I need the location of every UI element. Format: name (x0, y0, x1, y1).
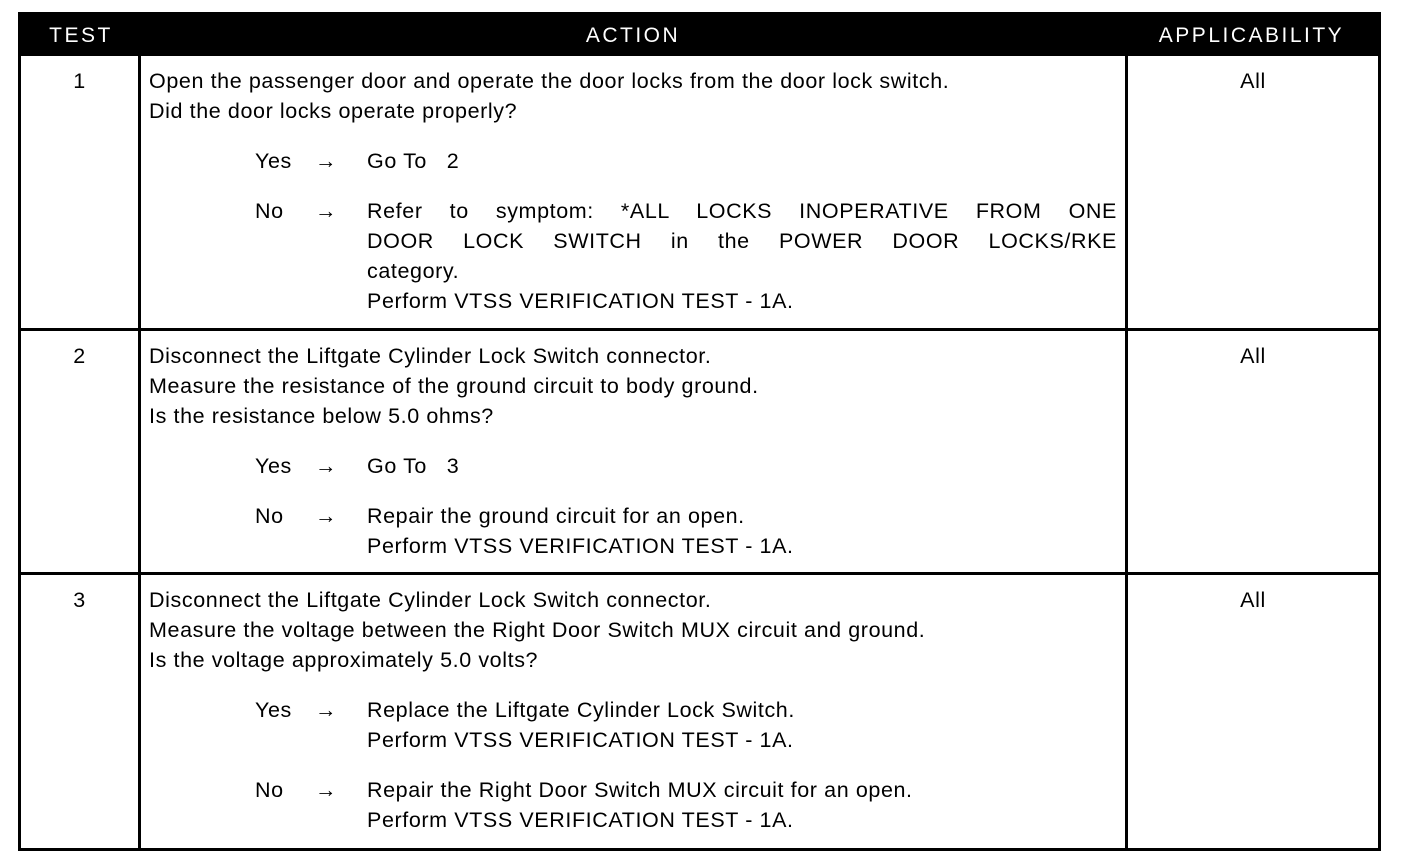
arrow-right-icon: → (315, 698, 338, 722)
result-line: Refer to symptom: *ALL LOCKS INOPERATIVE FROM ONE (367, 199, 1117, 223)
outcome-result (367, 451, 1117, 481)
diagnostic-test-table (18, 12, 1381, 851)
instruction-question: Is the resistance below 5.0 ohms? (149, 404, 494, 428)
outcome-result (367, 775, 1117, 835)
applicability-value: All (1125, 56, 1378, 328)
outcome-no (255, 196, 1117, 316)
header-action: ACTION (585, 23, 681, 47)
outcome-yes (255, 146, 1117, 176)
answer-label: Yes (255, 454, 292, 478)
result-line: Perform VTSS VERIFICATION TEST - 1A. (367, 289, 794, 313)
action-cell (141, 575, 1125, 848)
instruction-line: Measure the resistance of the ground circuit to body ground. (149, 374, 759, 398)
instruction-line: Open the passenger door and operate the door locks from the door lock switch. (149, 69, 950, 93)
outcome-yes (255, 695, 1117, 755)
arrow-right-icon: → (315, 504, 338, 528)
answer-label: No (255, 778, 284, 802)
instruction-line: Measure the voltage between the Right Door Switch MUX circuit and ground. (149, 618, 926, 642)
result-line: Perform VTSS VERIFICATION TEST - 1A. (367, 534, 794, 558)
instruction-question: Did the door locks operate properly? (149, 99, 518, 123)
outcome-result (367, 695, 1117, 755)
result-line: Repair the Right Door Switch MUX circuit for an open. (367, 778, 913, 802)
table-row (21, 328, 1378, 572)
outcome-yes (255, 451, 1117, 481)
outcome-no (255, 501, 1117, 561)
arrow-right-icon: → (315, 778, 338, 802)
instruction-question: Is the voltage approximately 5.0 volts? (149, 648, 539, 672)
arrow-right-icon: → (315, 454, 338, 478)
result-line: Go To 2 (367, 149, 460, 173)
applicability-value: All (1125, 575, 1378, 848)
outcome-result (367, 196, 1117, 316)
table-row (21, 56, 1378, 328)
instruction-line: Disconnect the Liftgate Cylinder Lock Switch connector. (149, 344, 712, 368)
arrow-right-icon: → (315, 199, 338, 223)
result-line: Go To 3 (367, 454, 460, 478)
result-line: category. (367, 259, 460, 283)
result-line: Perform VTSS VERIFICATION TEST - 1A. (367, 728, 794, 752)
header-applicability: APPLICABILITY (1158, 23, 1345, 47)
instruction-line: Disconnect the Liftgate Cylinder Lock Switch connector. (149, 588, 712, 612)
action-cell (141, 331, 1125, 572)
result-line: Perform VTSS VERIFICATION TEST - 1A. (367, 808, 794, 832)
answer-label: Yes (255, 149, 292, 173)
header-test: TEST (49, 23, 113, 47)
answer-label: No (255, 199, 284, 223)
applicability-value: All (1125, 331, 1378, 572)
result-line: DOOR LOCK SWITCH in the POWER DOOR LOCKS/RKE (367, 229, 1117, 253)
table-row (21, 572, 1378, 848)
action-cell (141, 56, 1125, 328)
outcome-result (367, 146, 1117, 176)
table-header-row (21, 15, 1378, 56)
test-number: 3 (21, 575, 141, 848)
result-line: Replace the Liftgate Cylinder Lock Switch. (367, 698, 795, 722)
arrow-right-icon: → (315, 149, 338, 173)
answer-label: Yes (255, 698, 292, 722)
answer-label: No (255, 504, 284, 528)
result-line: Repair the ground circuit for an open. (367, 504, 745, 528)
outcome-no (255, 775, 1117, 835)
test-number: 1 (21, 56, 141, 328)
outcome-result (367, 501, 1117, 561)
test-number: 2 (21, 331, 141, 572)
